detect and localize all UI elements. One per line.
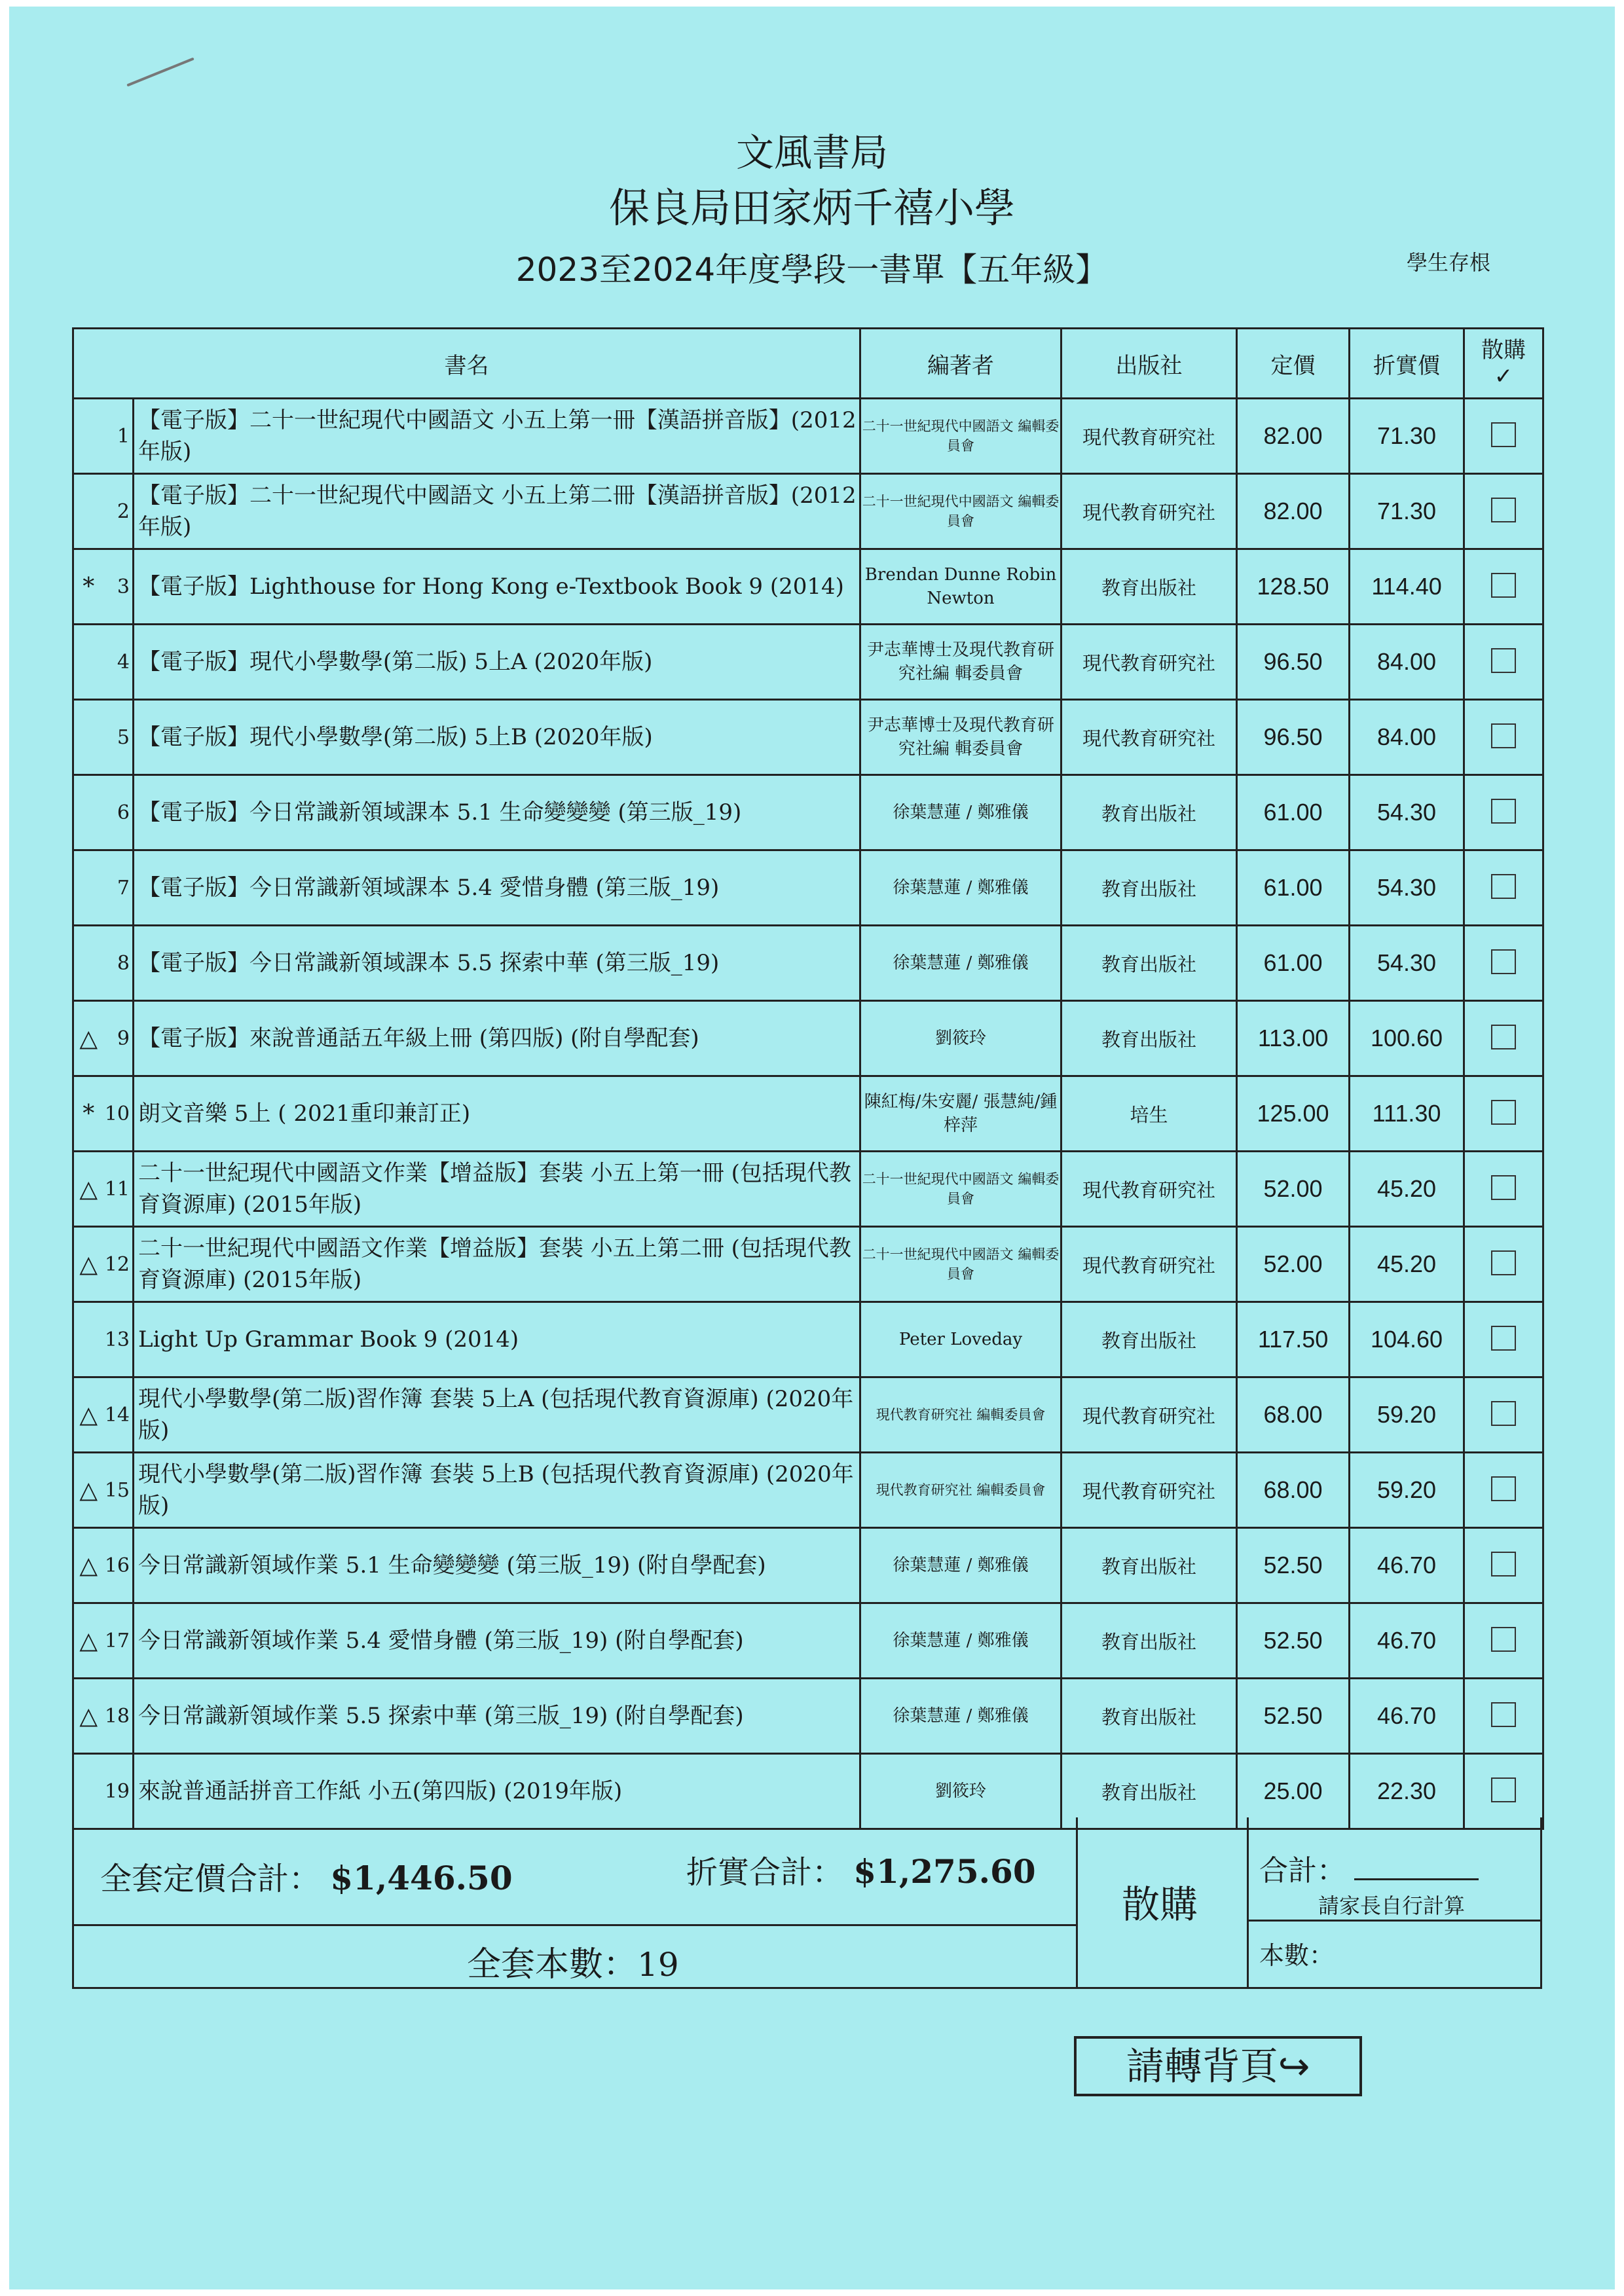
optional-cell bbox=[1464, 775, 1543, 850]
optional-cell bbox=[1464, 1603, 1543, 1679]
optional-cell bbox=[1464, 850, 1543, 926]
optional-purchase-checkbox[interactable] bbox=[1491, 1777, 1516, 1802]
optional-purchase-label: 散購 bbox=[1122, 1882, 1198, 1927]
row-number: 15 bbox=[103, 1453, 134, 1528]
optional-cell bbox=[1464, 1302, 1543, 1377]
book-publisher: 教育出版社 bbox=[1061, 549, 1237, 625]
book-author: 二十一世紀現代中國語文 編輯委員會 bbox=[860, 1227, 1061, 1302]
table-row bbox=[73, 775, 1543, 850]
book-count bbox=[467, 1937, 679, 1986]
row-mark: * bbox=[73, 549, 103, 625]
totals-section bbox=[72, 1817, 1542, 1989]
row-number: 2 bbox=[103, 474, 134, 549]
row-number: 11 bbox=[103, 1152, 134, 1227]
book-title: 【電子版】今日常識新領域課本 5.1 生命變變變 (第三版_19) bbox=[134, 775, 860, 850]
book-price: 61.00 bbox=[1237, 775, 1350, 850]
table-header-row bbox=[73, 329, 1543, 399]
book-author: 徐葉慧蓮 / 鄭雅儀 bbox=[860, 775, 1061, 850]
book-price: 113.00 bbox=[1237, 1001, 1350, 1076]
book-price: 52.50 bbox=[1237, 1679, 1350, 1754]
book-discount-price: 54.30 bbox=[1350, 850, 1464, 926]
book-discount-price: 71.30 bbox=[1350, 399, 1464, 474]
book-discount-price: 104.60 bbox=[1350, 1302, 1464, 1377]
book-title: 【電子版】今日常識新領域課本 5.4 愛惜身體 (第三版_19) bbox=[134, 850, 860, 926]
optional-purchase-checkbox[interactable] bbox=[1491, 648, 1516, 673]
book-count-value: 19 bbox=[637, 1946, 679, 1984]
table-row bbox=[73, 1227, 1543, 1302]
row-number: 16 bbox=[103, 1528, 134, 1603]
col-discount-header: 折實價 bbox=[1350, 329, 1464, 399]
table-row bbox=[73, 1679, 1543, 1754]
optional-purchase-checkbox[interactable] bbox=[1491, 422, 1516, 447]
parent-note: 請家長自行計算 bbox=[1318, 1893, 1466, 1918]
book-discount-price: 46.70 bbox=[1350, 1679, 1464, 1754]
book-discount-price: 114.40 bbox=[1350, 549, 1464, 625]
row-number: 17 bbox=[103, 1603, 134, 1679]
table-row bbox=[73, 549, 1543, 625]
book-author: 二十一世紀現代中國語文 編輯委員會 bbox=[860, 474, 1061, 549]
col-publisher-header: 出版社 bbox=[1061, 329, 1237, 399]
table-row bbox=[73, 1377, 1543, 1453]
row-number: 1 bbox=[103, 399, 134, 474]
optional-cell bbox=[1464, 1227, 1543, 1302]
book-title: Light Up Grammar Book 9 (2014) bbox=[134, 1302, 860, 1377]
book-title: 朗文音樂 5上 ( 2021重印兼訂正) bbox=[134, 1076, 860, 1152]
book-author: 徐葉慧蓮 / 鄭雅儀 bbox=[860, 1528, 1061, 1603]
table-row bbox=[73, 700, 1543, 775]
optional-cell bbox=[1464, 1001, 1543, 1076]
row-mark: △ bbox=[73, 1679, 103, 1754]
table-row bbox=[73, 1302, 1543, 1377]
book-author: 二十一世紀現代中國語文 編輯委員會 bbox=[860, 1152, 1061, 1227]
row-mark bbox=[73, 474, 103, 549]
book-price: 68.00 bbox=[1237, 1453, 1350, 1528]
turn-arrow-icon: ↪ bbox=[1278, 2044, 1310, 2088]
publisher-name: 文風書局 bbox=[735, 130, 888, 175]
book-discount-price: 45.20 bbox=[1350, 1152, 1464, 1227]
book-publisher: 教育出版社 bbox=[1061, 1302, 1237, 1377]
optional-purchase-checkbox[interactable] bbox=[1491, 573, 1516, 598]
turn-over-text: 請轉背頁 bbox=[1126, 2044, 1278, 2088]
optional-purchase-checkbox[interactable] bbox=[1491, 498, 1516, 522]
row-number: 3 bbox=[103, 549, 134, 625]
book-price: 117.50 bbox=[1237, 1302, 1350, 1377]
book-price: 68.00 bbox=[1237, 1377, 1350, 1453]
col-title-header: 書名 bbox=[73, 329, 860, 399]
book-publisher: 教育出版社 bbox=[1061, 850, 1237, 926]
table-row bbox=[73, 625, 1543, 700]
book-author: 陳紅梅/朱安麗/ 張慧純/鍾梓萍 bbox=[860, 1076, 1061, 1152]
book-title: 今日常識新領域作業 5.5 探索中華 (第三版_19) (附自學配套) bbox=[134, 1679, 860, 1754]
book-price: 61.00 bbox=[1237, 850, 1350, 926]
discount-total-value: $1,275.60 bbox=[853, 1852, 1036, 1891]
row-mark bbox=[73, 625, 103, 700]
row-number: 18 bbox=[103, 1679, 134, 1754]
book-title: 【電子版】來說普通話五年級上冊 (第四版) (附自學配套) bbox=[134, 1001, 860, 1076]
book-title: 今日常識新領域作業 5.4 愛惜身體 (第三版_19) (附自學配套) bbox=[134, 1603, 860, 1679]
book-discount-price: 45.20 bbox=[1350, 1227, 1464, 1302]
book-publisher: 教育出版社 bbox=[1061, 1001, 1237, 1076]
book-author: 劉筱玲 bbox=[860, 1001, 1061, 1076]
book-publisher: 教育出版社 bbox=[1061, 775, 1237, 850]
optional-cell bbox=[1464, 1076, 1543, 1152]
book-author: 現代教育研究社 編輯委員會 bbox=[860, 1453, 1061, 1528]
stub-label: 學生存根 bbox=[1407, 250, 1491, 275]
book-publisher: 現代教育研究社 bbox=[1061, 700, 1237, 775]
book-author: 尹志華博士及現代教育研究社編 輯委員會 bbox=[860, 625, 1061, 700]
book-author: 現代教育研究社 編輯委員會 bbox=[860, 1377, 1061, 1453]
row-number: 8 bbox=[103, 926, 134, 1001]
table-row bbox=[73, 850, 1543, 926]
row-number: 12 bbox=[103, 1227, 134, 1302]
book-publisher: 教育出版社 bbox=[1061, 1679, 1237, 1754]
row-mark: △ bbox=[73, 1227, 103, 1302]
full-price-total bbox=[100, 1853, 513, 1899]
book-discount-price: 46.70 bbox=[1350, 1528, 1464, 1603]
discount-total bbox=[686, 1847, 1036, 1892]
book-author: 徐葉慧蓮 / 鄭雅儀 bbox=[860, 1679, 1061, 1754]
full-price-label: 全套定價合計： bbox=[100, 1861, 321, 1897]
row-mark: △ bbox=[73, 1152, 103, 1227]
row-number: 13 bbox=[103, 1302, 134, 1377]
book-title: 現代小學數學(第二版)習作簿 套裝 5上B (包括現代教育資源庫) (2020年版) bbox=[134, 1453, 860, 1528]
book-publisher: 現代教育研究社 bbox=[1061, 1453, 1237, 1528]
book-publisher: 教育出版社 bbox=[1061, 926, 1237, 1001]
school-name: 保良局田家炳千禧小學 bbox=[608, 184, 1015, 232]
book-title: 【電子版】現代小學數學(第二版) 5上B (2020年版) bbox=[134, 700, 860, 775]
book-title: 【電子版】二十一世紀現代中國語文 小五上第一冊【漢語拼音版】(2012年版) bbox=[134, 399, 860, 474]
table-row bbox=[73, 399, 1543, 474]
table-row bbox=[73, 1603, 1543, 1679]
optional-cell bbox=[1464, 474, 1543, 549]
book-discount-price: 84.00 bbox=[1350, 700, 1464, 775]
table-row bbox=[73, 1076, 1543, 1152]
book-discount-price: 54.30 bbox=[1350, 775, 1464, 850]
full-price-value: $1,446.50 bbox=[330, 1859, 513, 1897]
book-author: 尹志華博士及現代教育研究社編 輯委員會 bbox=[860, 700, 1061, 775]
book-author: Brendan Dunne Robin Newton bbox=[860, 549, 1061, 625]
row-number: 14 bbox=[103, 1377, 134, 1453]
book-price: 128.50 bbox=[1237, 549, 1350, 625]
book-price: 52.00 bbox=[1237, 1152, 1350, 1227]
col-optional-header bbox=[1464, 329, 1543, 399]
books-count-label: 本數： bbox=[1259, 1941, 1335, 1970]
book-title: 二十一世紀現代中國語文作業【增益版】套裝 小五上第一冊 (包括現代教育資源庫) (2015年版) bbox=[134, 1152, 860, 1227]
check-mark-icon: ✓ bbox=[1494, 363, 1513, 390]
book-title: 現代小學數學(第二版)習作簿 套裝 5上A (包括現代教育資源庫) (2020年版) bbox=[134, 1377, 860, 1453]
row-mark: * bbox=[73, 1076, 103, 1152]
row-number: 10 bbox=[103, 1076, 134, 1152]
optional-cell bbox=[1464, 1377, 1543, 1453]
optional-purchase-checkbox[interactable] bbox=[1491, 874, 1516, 899]
book-author: 徐葉慧蓮 / 鄭雅儀 bbox=[860, 926, 1061, 1001]
table-row bbox=[73, 1152, 1543, 1227]
optional-purchase-checkbox[interactable] bbox=[1491, 1250, 1516, 1275]
optional-purchase-checkbox[interactable] bbox=[1491, 1326, 1516, 1351]
row-mark: △ bbox=[73, 1453, 103, 1528]
col-price-header: 定價 bbox=[1237, 329, 1350, 399]
row-mark bbox=[73, 1302, 103, 1377]
book-discount-price: 59.20 bbox=[1350, 1377, 1464, 1453]
book-title: 二十一世紀現代中國語文作業【增益版】套裝 小五上第二冊 (包括現代教育資源庫) (2015年版) bbox=[134, 1227, 860, 1302]
optional-purchase-checkbox[interactable] bbox=[1491, 949, 1516, 974]
book-publisher: 現代教育研究社 bbox=[1061, 474, 1237, 549]
book-price: 25.00 bbox=[1237, 1754, 1350, 1829]
book-author: 二十一世紀現代中國語文 編輯委員會 bbox=[860, 399, 1061, 474]
table-row bbox=[73, 926, 1543, 1001]
book-discount-price: 71.30 bbox=[1350, 474, 1464, 549]
optional-cell bbox=[1464, 1679, 1543, 1754]
optional-cell bbox=[1464, 1453, 1543, 1528]
book-discount-price: 111.30 bbox=[1350, 1076, 1464, 1152]
row-number: 6 bbox=[103, 775, 134, 850]
book-discount-price: 46.70 bbox=[1350, 1603, 1464, 1679]
row-mark: △ bbox=[73, 1528, 103, 1603]
optional-purchase-checkbox[interactable] bbox=[1491, 1627, 1516, 1652]
optional-purchase-checkbox[interactable] bbox=[1491, 1702, 1516, 1727]
book-discount-price: 59.20 bbox=[1350, 1453, 1464, 1528]
book-title: 來說普通話拼音工作紙 小五(第四版) (2019年版) bbox=[134, 1754, 860, 1829]
row-mark bbox=[73, 399, 103, 474]
optional-cell bbox=[1464, 399, 1543, 474]
optional-purchase-checkbox[interactable] bbox=[1491, 723, 1516, 748]
book-table bbox=[72, 327, 1544, 1830]
book-price: 52.00 bbox=[1237, 1227, 1350, 1302]
book-discount-price: 54.30 bbox=[1350, 926, 1464, 1001]
book-publisher: 現代教育研究社 bbox=[1061, 399, 1237, 474]
sum-blank-line[interactable] bbox=[1354, 1878, 1479, 1880]
optional-cell bbox=[1464, 700, 1543, 775]
book-price: 61.00 bbox=[1237, 926, 1350, 1001]
book-discount-price: 22.30 bbox=[1350, 1754, 1464, 1829]
optional-purchase-checkbox[interactable] bbox=[1491, 1476, 1516, 1501]
book-price: 96.50 bbox=[1237, 625, 1350, 700]
row-mark: △ bbox=[73, 1377, 103, 1453]
row-mark: △ bbox=[73, 1603, 103, 1679]
book-price: 96.50 bbox=[1237, 700, 1350, 775]
optional-cell bbox=[1464, 625, 1543, 700]
row-number: 7 bbox=[103, 850, 134, 926]
book-count-label: 全套本數： bbox=[467, 1945, 638, 1984]
book-author: 劉筱玲 bbox=[860, 1754, 1061, 1829]
book-publisher: 現代教育研究社 bbox=[1061, 1227, 1237, 1302]
book-rows bbox=[73, 399, 1543, 1829]
row-mark: △ bbox=[73, 1001, 103, 1076]
row-mark bbox=[73, 775, 103, 850]
book-title: 今日常識新領域作業 5.1 生命變變變 (第三版_19) (附自學配套) bbox=[134, 1528, 860, 1603]
optional-cell bbox=[1464, 549, 1543, 625]
table-row bbox=[73, 1453, 1543, 1528]
book-publisher: 教育出版社 bbox=[1061, 1603, 1237, 1679]
book-author: 徐葉慧蓮 / 鄭雅儀 bbox=[860, 1603, 1061, 1679]
optional-label: 散購 bbox=[1481, 337, 1526, 363]
table-row bbox=[73, 474, 1543, 549]
col-author-header: 編著者 bbox=[860, 329, 1061, 399]
book-author: Peter Loveday bbox=[860, 1302, 1061, 1377]
row-number: 19 bbox=[103, 1754, 134, 1829]
optional-purchase-checkbox[interactable] bbox=[1491, 799, 1516, 824]
sum-label: 合計： bbox=[1259, 1854, 1346, 1887]
row-mark bbox=[73, 700, 103, 775]
row-number: 4 bbox=[103, 625, 134, 700]
book-price: 82.00 bbox=[1237, 399, 1350, 474]
book-title: 【電子版】Lighthouse for Hong Kong e-Textbook Book 9 (2014) bbox=[134, 549, 860, 625]
book-publisher: 現代教育研究社 bbox=[1061, 625, 1237, 700]
book-title: 【電子版】現代小學數學(第二版) 5上A (2020年版) bbox=[134, 625, 860, 700]
book-discount-price: 84.00 bbox=[1350, 625, 1464, 700]
optional-cell bbox=[1464, 926, 1543, 1001]
book-price: 52.50 bbox=[1237, 1528, 1350, 1603]
turn-over-box bbox=[1074, 2036, 1362, 2096]
book-title: 【電子版】今日常識新領域課本 5.5 探索中華 (第三版_19) bbox=[134, 926, 860, 1001]
book-price: 125.00 bbox=[1237, 1076, 1350, 1152]
row-mark bbox=[73, 850, 103, 926]
optional-cell bbox=[1464, 1528, 1543, 1603]
table-row bbox=[73, 1001, 1543, 1076]
book-discount-price: 100.60 bbox=[1350, 1001, 1464, 1076]
optional-purchase-checkbox[interactable] bbox=[1491, 1401, 1516, 1426]
book-publisher: 現代教育研究社 bbox=[1061, 1377, 1237, 1453]
discount-total-label: 折實合計： bbox=[686, 1854, 844, 1891]
row-number: 5 bbox=[103, 700, 134, 775]
optional-purchase-checkbox[interactable] bbox=[1491, 1175, 1516, 1200]
table-row bbox=[73, 1528, 1543, 1603]
book-publisher: 培生 bbox=[1061, 1076, 1237, 1152]
book-price: 52.50 bbox=[1237, 1603, 1350, 1679]
book-author: 徐葉慧蓮 / 鄭雅儀 bbox=[860, 850, 1061, 926]
book-price: 82.00 bbox=[1237, 474, 1350, 549]
optional-purchase-checkbox[interactable] bbox=[1491, 1025, 1516, 1049]
book-publisher: 教育出版社 bbox=[1061, 1528, 1237, 1603]
optional-purchase-checkbox[interactable] bbox=[1491, 1100, 1516, 1125]
optional-purchase-checkbox[interactable] bbox=[1491, 1552, 1516, 1576]
list-title: 2023至2024年度學段一書單【五年級】 bbox=[515, 251, 1109, 289]
optional-cell bbox=[1464, 1152, 1543, 1227]
book-publisher: 現代教育研究社 bbox=[1061, 1152, 1237, 1227]
row-number: 9 bbox=[103, 1001, 134, 1076]
book-publisher: 教育出版社 bbox=[1061, 1754, 1237, 1829]
row-mark bbox=[73, 926, 103, 1001]
book-title: 【電子版】二十一世紀現代中國語文 小五上第二冊【漢語拼音版】(2012年版) bbox=[134, 474, 860, 549]
